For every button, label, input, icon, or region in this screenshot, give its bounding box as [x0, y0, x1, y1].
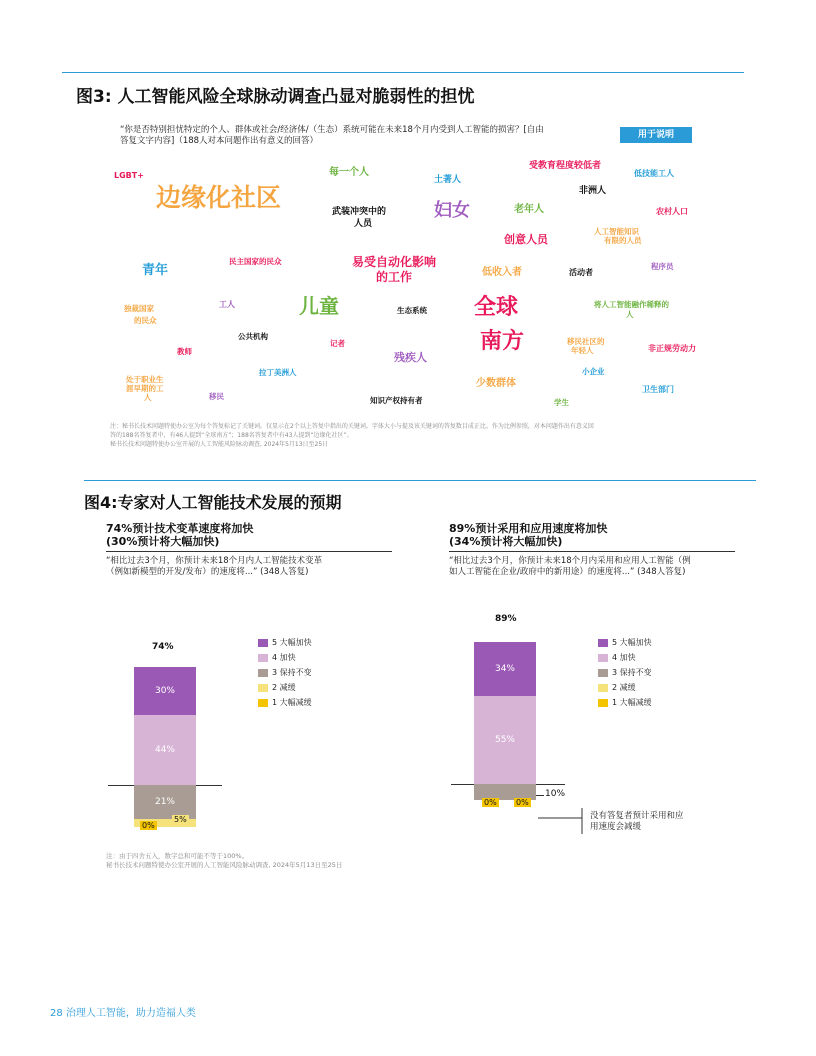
illustration-badge: 用于说明 — [620, 127, 692, 143]
fig4-top-rule — [84, 480, 756, 481]
word-cloud-term: 有限的人员 — [604, 236, 642, 245]
word-cloud-term: 每一个人 — [329, 167, 369, 178]
right-legend — [598, 635, 652, 710]
right-panel-rule — [449, 551, 735, 552]
left-panel-question-line2: （例如新模型的开发/发布）的速度将...” (348人答复) — [106, 567, 309, 577]
legend-item — [598, 695, 652, 710]
fig3-question-line2: 答复文字内容]（188人对本问题作出有意义的回答） — [120, 136, 319, 146]
legend-item — [258, 635, 312, 650]
word-cloud-term: 记者 — [330, 339, 345, 348]
word-cloud-term: 易受自动化影响 — [352, 255, 437, 269]
bar-small-value-label: 0% — [142, 820, 155, 830]
word-cloud-term: 受教育程度较低者 — [529, 161, 602, 171]
left-panel-title-line2: (30%预计将大幅加快) — [106, 535, 220, 548]
word-cloud-term: 人 — [144, 393, 152, 402]
word-cloud — [104, 150, 704, 410]
word-cloud-term: 边缘化社区 — [156, 183, 282, 212]
word-cloud-term: 农村人口 — [656, 207, 688, 216]
legend-label: 4 加快 — [612, 653, 636, 662]
word-cloud-term: 独裁国家 — [124, 304, 154, 313]
bar-small-value-label: 5% — [174, 814, 187, 824]
word-cloud-term: 儿童 — [299, 294, 339, 318]
fig3-note-line1: 注：秘书长技术问题特使办公室为每个答复标记了关键词。仅显示在2个以上答复中指出的关键词。字体大小与提及该关键词的答复数目成正比。作为比例参照，对本问题作出有意义回 — [110, 423, 594, 430]
word-cloud-term: 教师 — [177, 347, 192, 356]
word-cloud-term: 民主国家的民众 — [229, 257, 282, 266]
right-panel-title-line2: (34%预计将大幅加快) — [449, 535, 563, 548]
word-cloud-term: 移民 — [209, 392, 224, 401]
legend-item — [598, 635, 652, 650]
fig3-note-line3: 秘书长技术问题特使办公室开展的人工智能风险脉动调查, 2024年5月13日至25日 — [110, 441, 329, 448]
right-panel-question-line1: “相比过去3个月，你预计未来18个月内采用和应用人工智能（例 — [449, 556, 691, 566]
fig3-top-rule — [62, 72, 744, 73]
word-cloud-term: 妇女 — [434, 200, 470, 221]
legend-swatch — [258, 669, 268, 677]
word-cloud-term: 将人工智能融作稀释的 — [594, 300, 669, 309]
word-cloud-term: 拉丁美洲人 — [259, 368, 297, 377]
word-cloud-term: 低技能工人 — [634, 169, 674, 178]
legend-item — [258, 695, 312, 710]
legend-swatch — [258, 699, 268, 707]
legend-swatch — [598, 669, 608, 677]
word-cloud-term: 移民社区的 — [567, 337, 605, 346]
legend-label: 3 保持不变 — [612, 668, 652, 677]
word-cloud-term: 土著人 — [434, 175, 462, 185]
word-cloud-term: 小企业 — [582, 367, 605, 376]
legend-swatch — [598, 654, 608, 662]
right-annotation-line2: 用速度会减缓 — [590, 822, 642, 832]
fig4-note-line1: 注：由于四舍五入，数字总和可能不等于100%。 — [106, 852, 249, 860]
bar-small-value-label: 0% — [484, 798, 497, 807]
legend-swatch — [258, 684, 268, 692]
bar-small-value-label: 0% — [516, 798, 529, 807]
legend-item — [258, 665, 312, 680]
legend-item — [598, 650, 652, 665]
left-panel-rule — [106, 551, 392, 552]
word-cloud-term: 全球 — [474, 295, 519, 320]
word-cloud-term: 工人 — [219, 300, 235, 309]
legend-item — [598, 665, 652, 680]
legend-label: 2 减缓 — [612, 683, 636, 692]
legend-label: 4 加快 — [272, 653, 296, 662]
bar-segment: 55% — [474, 696, 536, 784]
word-cloud-term: 程序员 — [651, 262, 674, 271]
word-cloud-term: 青年 — [142, 263, 169, 278]
legend-swatch — [598, 684, 608, 692]
neutral-label-leader — [536, 795, 544, 796]
bar-segment: 30% — [134, 667, 196, 715]
annotation-bracket — [530, 800, 590, 840]
word-cloud-term: 公共机构 — [238, 332, 268, 341]
word-cloud-term: 低收入者 — [482, 267, 522, 278]
fig3-question-line1: “你是否特别担忧特定的个人、群体或社会/经济体/（生态）系统可能在未来18个月内受到人工智能的损害？[自由 — [120, 125, 544, 135]
bar-segment: 44% — [134, 715, 196, 785]
bar-segment: 34% — [474, 642, 536, 696]
word-cloud-term: 创意人员 — [504, 233, 548, 246]
word-cloud-term: 知识产权持有者 — [370, 396, 423, 405]
bar-segment-neutral: 21% — [134, 785, 196, 819]
word-cloud-term: 的民众 — [134, 316, 157, 325]
word-cloud-term: 老年人 — [514, 204, 544, 215]
word-cloud-term: 处于职业生 — [126, 375, 164, 384]
word-cloud-term: 的工作 — [376, 270, 413, 284]
legend-swatch — [258, 639, 268, 647]
word-cloud-term: 非洲人 — [579, 186, 607, 196]
legend-label: 2 减缓 — [272, 683, 296, 692]
legend-item — [258, 650, 312, 665]
word-cloud-term: 少数群体 — [476, 378, 516, 389]
fig4-note-line2: 秘书长技术问题特使办公室开展的人工智能风险脉动调查, 2024年5月13日至25日 — [106, 861, 343, 869]
legend-label: 5 大幅加快 — [612, 638, 652, 647]
left-panel-title-line1: 74%预计技术变革速度将加快 — [106, 522, 254, 535]
word-cloud-term: 非正规劳动力 — [648, 344, 696, 353]
word-cloud-term: 涯早期的工 — [126, 384, 164, 393]
legend-label: 1 大幅减缓 — [272, 698, 312, 707]
word-cloud-term: 南方 — [480, 329, 525, 354]
left-panel-question-line1: “相比过去3个月，你预计未来18个月内人工智能技术变革 — [106, 556, 323, 566]
word-cloud-term: 人员 — [354, 219, 373, 229]
word-cloud-term: 武装冲突中的 — [332, 207, 387, 217]
right-panel-question-line2: 如人工智能在企业/政府中的新用途）的速度将...” (348人答复) — [449, 567, 686, 577]
right-bar-total-label: 89% — [495, 614, 517, 624]
word-cloud-term: 卫生部门 — [642, 385, 674, 394]
word-cloud-term: 学生 — [554, 398, 569, 407]
word-cloud-term: 生态系统 — [397, 306, 427, 315]
fig3-note-line2: 答的188名答复者中，有46人提到“全球南方”；188名答复者中有43人提到“边缘化社区”。 — [110, 432, 353, 439]
fig4-title: 图4:专家对人工智能技术发展的预期 — [84, 493, 342, 512]
fig3-title: 图3: 人工智能风险全球脉动调查凸显对脆弱性的担忧 — [76, 87, 475, 107]
word-cloud-term: 活动者 — [569, 268, 593, 277]
page-footer: 28 治理人工智能，助力造福人类 — [50, 1008, 196, 1019]
legend-label: 1 大幅减缓 — [612, 698, 652, 707]
legend-label: 5 大幅加快 — [272, 638, 312, 647]
left-bar-total-label: 74% — [152, 642, 174, 652]
legend-swatch — [598, 699, 608, 707]
legend-swatch — [598, 639, 608, 647]
word-cloud-term: 人 — [626, 310, 634, 319]
word-cloud-term: 年轻人 — [571, 346, 594, 355]
word-cloud-term: LGBT+ — [114, 171, 144, 180]
word-cloud-term: 人工智能知识 — [594, 227, 639, 236]
legend-label: 3 保持不变 — [272, 668, 312, 677]
left-legend — [258, 635, 312, 710]
legend-swatch — [258, 654, 268, 662]
legend-item — [598, 680, 652, 695]
right-annotation-line1: 没有答复者预计采用和应 — [590, 811, 684, 821]
word-cloud-term: 残疾人 — [394, 351, 427, 364]
right-panel-title-line1: 89%预计采用和应用速度将加快 — [449, 522, 608, 535]
legend-item — [258, 680, 312, 695]
right-neutral-label: 10% — [545, 789, 566, 799]
